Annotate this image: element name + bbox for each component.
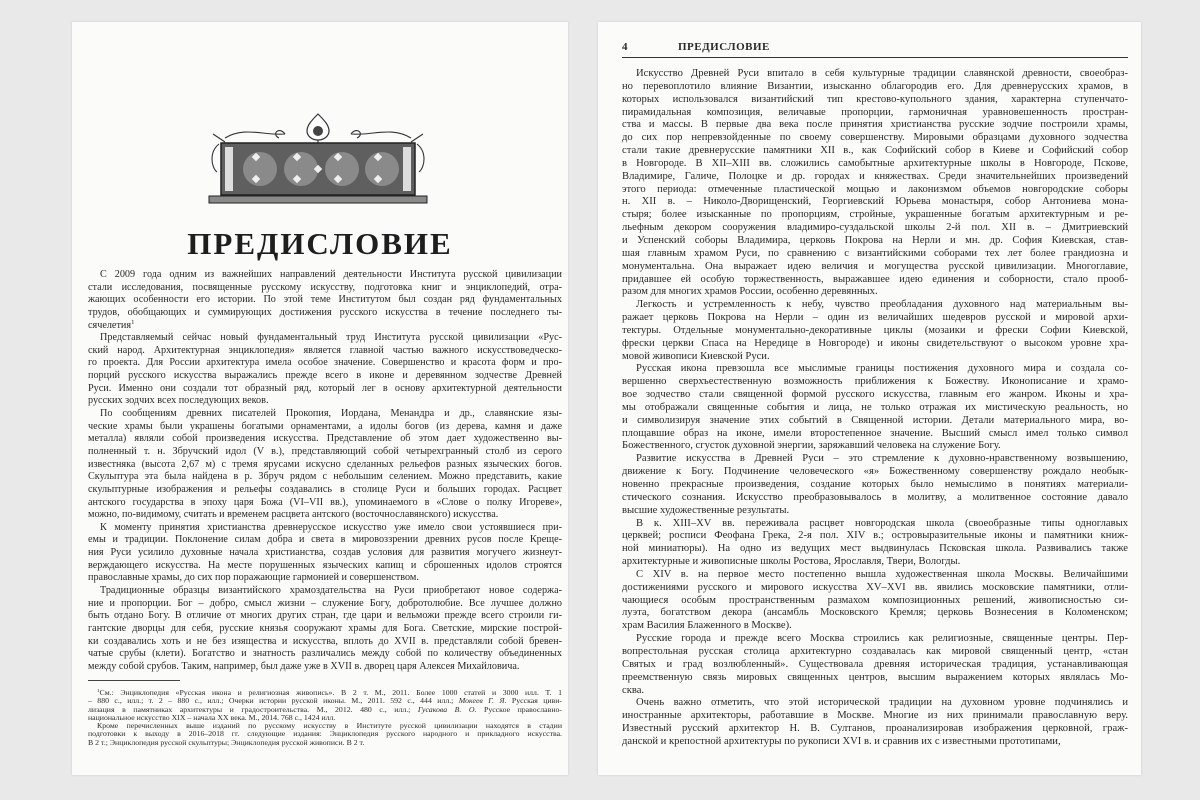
text-line: и Успенский соборы Владимира, церковь Покрова на Нерли и мн. др. София Киевская, став- [622,234,1128,246]
text-line: известняка (высота 2,67 м) с тремя ярусами искусно сделанных рельефов разных языческих богов. [88,458,562,470]
text-line: Очень важно отметить, что этой исторической традиции на духовном уровне подчинялись и [636,697,1128,709]
text-line: жающих особенности его истории. По этой теме Институтом был создан ряд фундаментальных [88,294,562,306]
text-line: ческие храмы были украшены богатыми орнаментами, а идолы богов (из дерева, камня и даже [88,420,562,432]
text-line: луэта, богатством декора (ансамбль Московского Кремля; церковь Вознесения в Коломенском; [622,607,1128,619]
text-line: до сих пор непревзойденные по своему совершенству. Мировыми образцами духовного зодчества [622,132,1128,144]
paragraph [88,722,562,747]
text-line: антского государства в эпоху царя Божа (VI–VII вв.), упоминаемого в «Слове о полку Игореве», [88,496,562,508]
text-line: стического сознания. Искусство преобразовывалось в молитву, а молитвенное состояние давало [622,491,1128,503]
footnote-divider [88,680,180,681]
text-line: К моменту принятия христианства древнерусское искусство уже имело свои устоявшиеся при- [100,521,562,533]
text-line: н. XII в. – Николо-Дворищенский, Георгиевский Юрьева монастыря, собор Антониева мона- [622,196,1128,208]
text-line: данской и крепостной архитектуры по рукописи XVI в. и сравнив их с известными прототипами, [622,735,1061,747]
left-page-body [88,269,562,674]
paragraph [88,689,562,722]
text-line: но перевоплотило влияние Византии, изысканно облагородив его. Для древнерусских храмов, в [622,80,1128,92]
text-line: высшие художественные результаты. [622,504,790,516]
text-line: которых использовался византийский тип крестово-купольного здания, характерна ступенчато- [622,93,1128,105]
paragraph [88,332,562,408]
text-line: верждающего искусства. На месте порушенных языческих капищ и сброшенных идолов строятся [88,559,562,571]
text-line: ки создавались хоть и не без изящества и искусства, вплоть до XVII в. представляли собой бревен- [88,635,562,647]
text-line [88,320,562,333]
footnotes [88,689,562,747]
text-line: церквей; росписи Феофана Грека, 2-я пол. XIV в.; островыразительные иконы и памятники книж- [622,530,1128,542]
text-segment: Русская циви- [506,697,562,706]
text-line: ния Руси усилило духовные начала христианства, создав условия для развития могучего жизнеут- [88,547,562,559]
text-line: в Новгороде. В XII–XIII вв. сложились самобытные архитектурные школы в Новгороде, Пскове, [622,157,1128,169]
text-line: Развитие искусства в Древней Руси – это стремление к духовно-нравственному возвышению, [636,453,1128,465]
text-line: Традиционные образцы византийского храмоздательства на Руси приобретают новое содержа- [100,585,562,597]
paragraph [622,299,1128,363]
text-line: национальное искусство XIX – начала XX века. М., 2014. 768 с., 1424 илл. [88,713,336,722]
text-line: С 2009 года одним из важнейших направлений деятельности Института русской цивилизации [100,269,562,280]
text-line: сква. [622,684,645,696]
text-line: чатые срубы (клети). Богатство и знатность различались между собой по количеству объединенных [88,648,562,660]
running-head [622,41,1128,58]
text-line: Представляемый сейчас новый фундаментальный труд Института русской цивилизации «Рус- [100,332,562,344]
author-name: Гусакова В. О. [417,705,477,714]
text-line: достижениями русского и мирового искусства XV–XVI вв. явились московские памятники, отли- [622,581,1128,593]
text-segment: – 880 с., илл.; т. 2 – 880 с., илл.; Очерки истории русской иконы. М., 2011. 592 с., 444 илл.; [88,697,459,706]
text-line: иностранные архитекторы, работавшие в Москве. Многие из них принимали православную веру. [622,710,1128,722]
text-line: шая главным храмом Руси, по сравнению с византийскими соборами тех лет более грандиозна и [622,247,1128,259]
text-line: скульптурные изображения и рельефы создавались в столице Руси и больших городах. Расцвет [88,483,562,495]
text-line: Легкость и устремленность к небу, чувство преобладания духовного над материальным вы- [636,299,1128,311]
paragraph [622,518,1128,569]
text-line: вершенно сверхъестественную возможность приближения к Божеству. Иконописание и храмо- [622,376,1128,388]
text-line [88,697,562,705]
text-line: вопрестольная русская столица архитектурно создавалась как мировой священный центр, «стан [622,645,1128,657]
text-line: трудов, обобщающих и суммирующих достижения русского искусства в течение последнего ты- [88,306,562,318]
text-line: стали такие древнерусские памятники XII в., как Софийский собор в Киеве и Софийский собор [622,145,1128,157]
text-line: русских зодчих всех последующих веков. [88,395,269,407]
text-line: Кроме перечисленных выше изданий по русскому искусству в Институте русской цивилизации находятся в стадии [97,722,562,731]
text-line: разом для многих храмов России, особенно деревянных. [622,286,878,298]
text-line: емы и традиции. Поклонение силам добра и света в мировоззрении древних русов после Креще- [88,534,562,546]
text-line: фрески церкви Спаса на Нередице в Новгороде) и иконы свидетельствуют о высоком уровне хра- [622,337,1128,349]
text-line: Русские города и прежде всего Москва строились как религиозные, священные центры. Пер- [636,633,1128,645]
text-line: новенно прекрасные произведения, создание которых было немыслимо в понятиях материали- [622,479,1128,490]
text-line: льефным декором сооружения владимиро-суздальской школы 2-й пол. XII в. – Дмитриевский [622,222,1128,234]
text-line: между собой срубов. Таким, например, был даже уже в XVII в. дворец царя Алексея Михайловича. [88,660,520,672]
text-line: вое зодчество стали священной формой русского искусства, главным его жанром. Иконы и хра- [622,389,1128,401]
paragraph [88,269,562,332]
text-line: Святых и град возлюбленный». Существовала древняя историческая традиция, устанавливающая [622,658,1128,670]
text-line: придавшее ей особую торжественность, выражавшее идею единения и соборности, стало прооб- [622,273,1128,285]
text-line: По сообщениям древних писателей Прокопия, Иордана, Менандра и др., славянские язы- [100,408,562,420]
text-line: Владимире, Галиче, Полоцке и др. городах и княжествах. Среди значительнейших произведений [622,170,1128,182]
text-segment: сячелетия [88,319,132,331]
paragraph [622,569,1128,633]
text-line: стыря; более изысканные по пропорциям, стройные, украшенные богатым архитектурным и ре- [622,209,1128,221]
paragraph [622,697,1128,748]
text-line: мовой живописи Киевской Руси. [622,350,770,362]
footnote-marker: 1 [97,689,100,694]
text-line: быть отдано Богу. В отличие от многих других стран, где цари и вельможи прежде всего строили ги- [88,610,562,622]
text-segment: Русское православно- [476,705,562,714]
text-line: ние и пропорции. Бог – добро, смысл жизни – служение Богу, добротолюбие. Все лучшее должно [88,597,562,609]
text-line: Руси. Именно они создали тот образный ряд, который лег в основу архитектурной деятельности [88,382,562,394]
running-title: ПРЕДИСЛОВИЕ [678,41,770,53]
paragraph [88,585,562,673]
text-line: Божественного, сгусток духовной энергии, заряжавший человека на служение Богу. [622,440,1001,452]
text-line: тектуры. Отдельные монументально-декоративные циклы (мозаики и фрески Софии Киевской, [622,324,1128,336]
text-line: порций русского искусства выражались прежде всего в иконе и деревянном зодчестве Древней [88,370,562,382]
text-line: этого периода: отмеченные пластической мощью и лаконизмом объемов новгородские соборы [622,183,1128,195]
paragraph [88,408,562,522]
text-line: православные храмы, до сих пор поражающие гармонией и совершенством. [88,572,419,584]
text-line: металла) являли собой произведения искусства. Представление об этом дает художественно вы- [88,433,562,445]
text-line: монументальна. Она выражает идею величия и могущества русской цивилизации. Многоглавие, [622,260,1128,272]
text-line: пирамидальная композиция, величавые пропорции, гармоничная уравновешенность простран- [622,106,1128,118]
text-line: чающиеся особым пространственным размахом композиционных решений, живописностью си- [622,594,1128,606]
text-line: стали исследования, посвященные русскому искусству, подготовка книг и энциклопедий, отра- [88,281,562,293]
text-line: гантские дворцы для себя, русские князья сооружают храмы для Бога. Светские, мирские построй- [88,622,562,634]
text-line: В к. XIII–XV вв. переживала расцвет новгородская школа (своеобразные типы одноглавых [636,517,1128,529]
text-line: подготовки к выходу в 2016–2018 гг. следующие издания: Энциклопедия русского народного и прикладного искусства. [88,730,562,739]
page-number: 4 [622,41,628,53]
ornamental-headpiece [205,112,431,208]
text-line: Русская икона превзошла все мыслимые границы постижения духовного мира и создала со- [636,363,1128,375]
paragraph [622,68,1128,299]
text-line: мы отображали священные события и лица, не только отражая их мистическую реальность, но [622,401,1128,413]
text-line [88,706,562,714]
text-line: ной миниатюры). На одно из ведущих мест выдвинулась Псковская школа. Развивались также [622,543,1128,555]
paragraph [622,633,1128,697]
text-line: движение к Богу. Подчинение человеческого «я» Божественному совершенству рождало необык- [622,466,1128,478]
text-line: ства и массы. В первые два века после принятия христианства русские зодчие построили храмы, [622,119,1128,131]
author-name: Мокеев Г. Я. [458,697,507,706]
text-line: ражает церковь Покрова на Нерли – один из величайших шедевров русской и мировой архи- [622,312,1128,324]
text-line: Скульптура эта была найдена в р. Збруч рядом с небольшим селением. Можно представить, какие [88,471,562,483]
text-line: архитектурные и живописные школы Ростова, Ярославля, Твери, Вологды. [622,556,961,568]
text-line: полненный т. н. Збручский идол (V в.), представляющий собой четырехгранный столб из серого [88,445,562,457]
text-line: ский народ. Архитектурная энциклопедия» является главной частью важного искусствоведческо- [88,344,562,356]
right-page-body [622,68,1128,749]
chapter-title: ПРЕДИСЛОВИЕ [187,226,453,261]
text-line: го проекта. Для России архитектура имела особое значение. Совершенство и красота форм и про- [88,357,562,369]
text-line: В 2 т.; Энциклопедия русской скульптуры; Энциклопедия русской живописи. В 2 т. [88,738,365,747]
text-line: Известный русский архитектор Н. В. Султанов, проанализировав изображения церковной, граж- [622,723,1128,735]
paragraph [622,363,1128,453]
paragraph [622,453,1128,517]
text-line: преемственную связь мировых священных центров, высшим выражением которых являлась Мо- [622,671,1128,683]
text-line: храм Василия Блаженного в Москве). [622,620,792,632]
text-segment: лизация в памятниках архитектуры и градостроительства. М., 2012. 480 с., илл.; [88,705,418,714]
text-line: можно, по-видимому, считать и временем расцвета антского (восточнославянского) искусства. [88,509,499,521]
text-line: С XIV в. на первое место постепенно вышла художественная школа Москвы. Величайшими [636,568,1128,580]
footnote-marker: 1 [131,319,135,326]
text-line [88,689,562,697]
text-line: площавшие образ на иконе, имели второстепенное значение. Высший смысл имел только символ [622,427,1128,439]
text-line: Искусство Древней Руси впитало в себя культурные традиции славянской древности, своеобраз- [636,68,1128,79]
text-segment: См.: Энциклопедия «Русская икона и религиозная живопись». В 2 т. М., 2011. Более 1000 статей и 3000 илл. Т. 1 [99,689,562,697]
paragraph [88,522,562,585]
text-line: и символизируя значение этих событий в Священной истории. Детали материального мира, во- [622,414,1128,426]
